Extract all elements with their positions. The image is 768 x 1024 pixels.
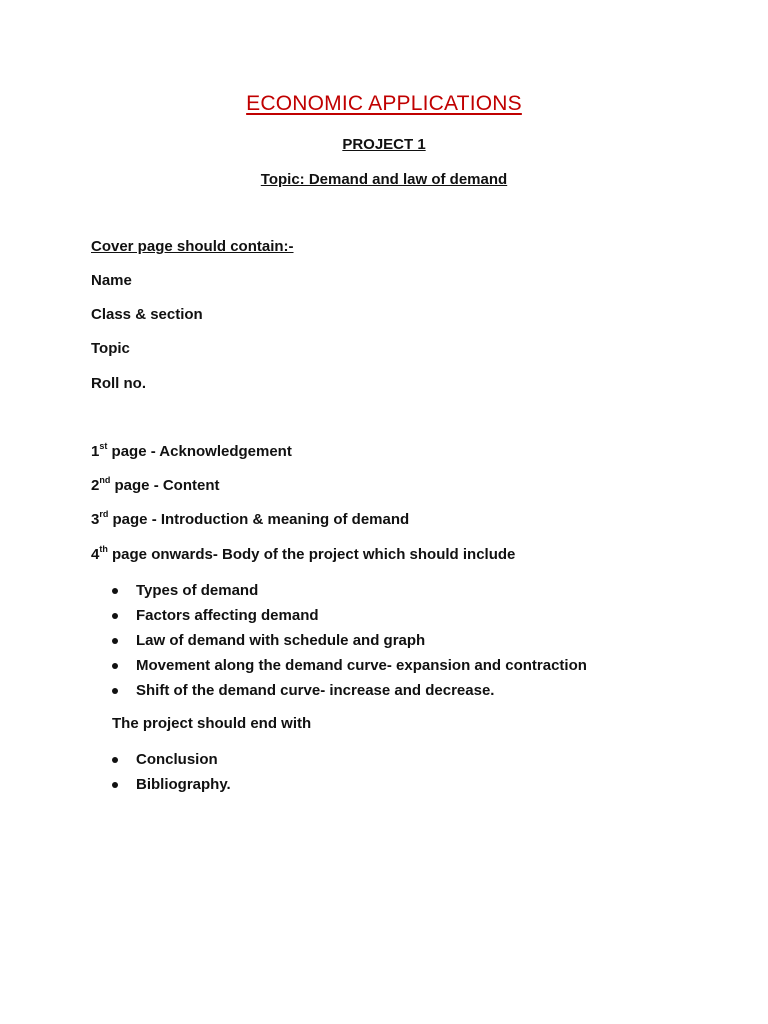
end-items-list [110, 751, 231, 801]
page-ordinal: rd [99, 509, 109, 519]
page-ordinal: st [99, 441, 108, 451]
page-description: page - Introduction & meaning of demand [108, 511, 410, 528]
bullet-icon [112, 757, 118, 763]
list-item-text: Conclusion [136, 751, 218, 768]
page-number: 2 [91, 477, 100, 494]
list-item [110, 632, 587, 657]
page-line-3 [91, 511, 409, 528]
page-ordinal: th [99, 544, 108, 554]
bullet-icon [112, 638, 118, 644]
list-item-text: Factors affecting demand [136, 607, 319, 624]
list-item-text: Shift of the demand curve- increase and decrease. [136, 682, 495, 699]
cover-item-name: Name [91, 272, 132, 289]
project-heading: PROJECT 1 [342, 136, 426, 153]
cover-page-heading: Cover page should contain:- [91, 238, 294, 255]
bullet-icon [112, 613, 118, 619]
topic-heading: Topic: Demand and law of demand [260, 171, 508, 188]
list-item-text: Bibliography. [136, 776, 231, 793]
page-line-2 [91, 477, 220, 494]
list-item [110, 682, 587, 707]
page-number: 4 [91, 546, 100, 563]
page-description: page - Acknowledgement [107, 443, 292, 460]
list-item [110, 607, 587, 632]
cover-item-topic: Topic [91, 340, 130, 357]
page-description: page - Content [110, 477, 220, 494]
bullet-icon [112, 782, 118, 788]
cover-item-class-section: Class & section [91, 306, 203, 323]
page-number: 1 [91, 443, 100, 460]
list-item [110, 776, 231, 801]
bullet-icon [112, 663, 118, 669]
list-item-text: Movement along the demand curve- expansion and contraction [136, 657, 587, 674]
list-item [110, 582, 587, 607]
document-title: ECONOMIC APPLICATIONS [246, 92, 522, 115]
bullet-icon [112, 688, 118, 694]
page-ordinal: nd [99, 475, 111, 485]
bullet-icon [112, 588, 118, 594]
list-item [110, 751, 231, 776]
page-line-1 [91, 443, 292, 460]
cover-item-roll-no: Roll no. [91, 375, 146, 392]
list-item-text: Types of demand [136, 582, 259, 599]
list-item-text: Law of demand with schedule and graph [136, 632, 426, 649]
end-heading: The project should end with [112, 715, 312, 732]
page-description: page onwards- Body of the project which should include [107, 546, 516, 563]
page-line-4 [91, 546, 515, 563]
page-number: 3 [91, 511, 100, 528]
list-item [110, 657, 587, 682]
body-items-list [110, 582, 587, 707]
